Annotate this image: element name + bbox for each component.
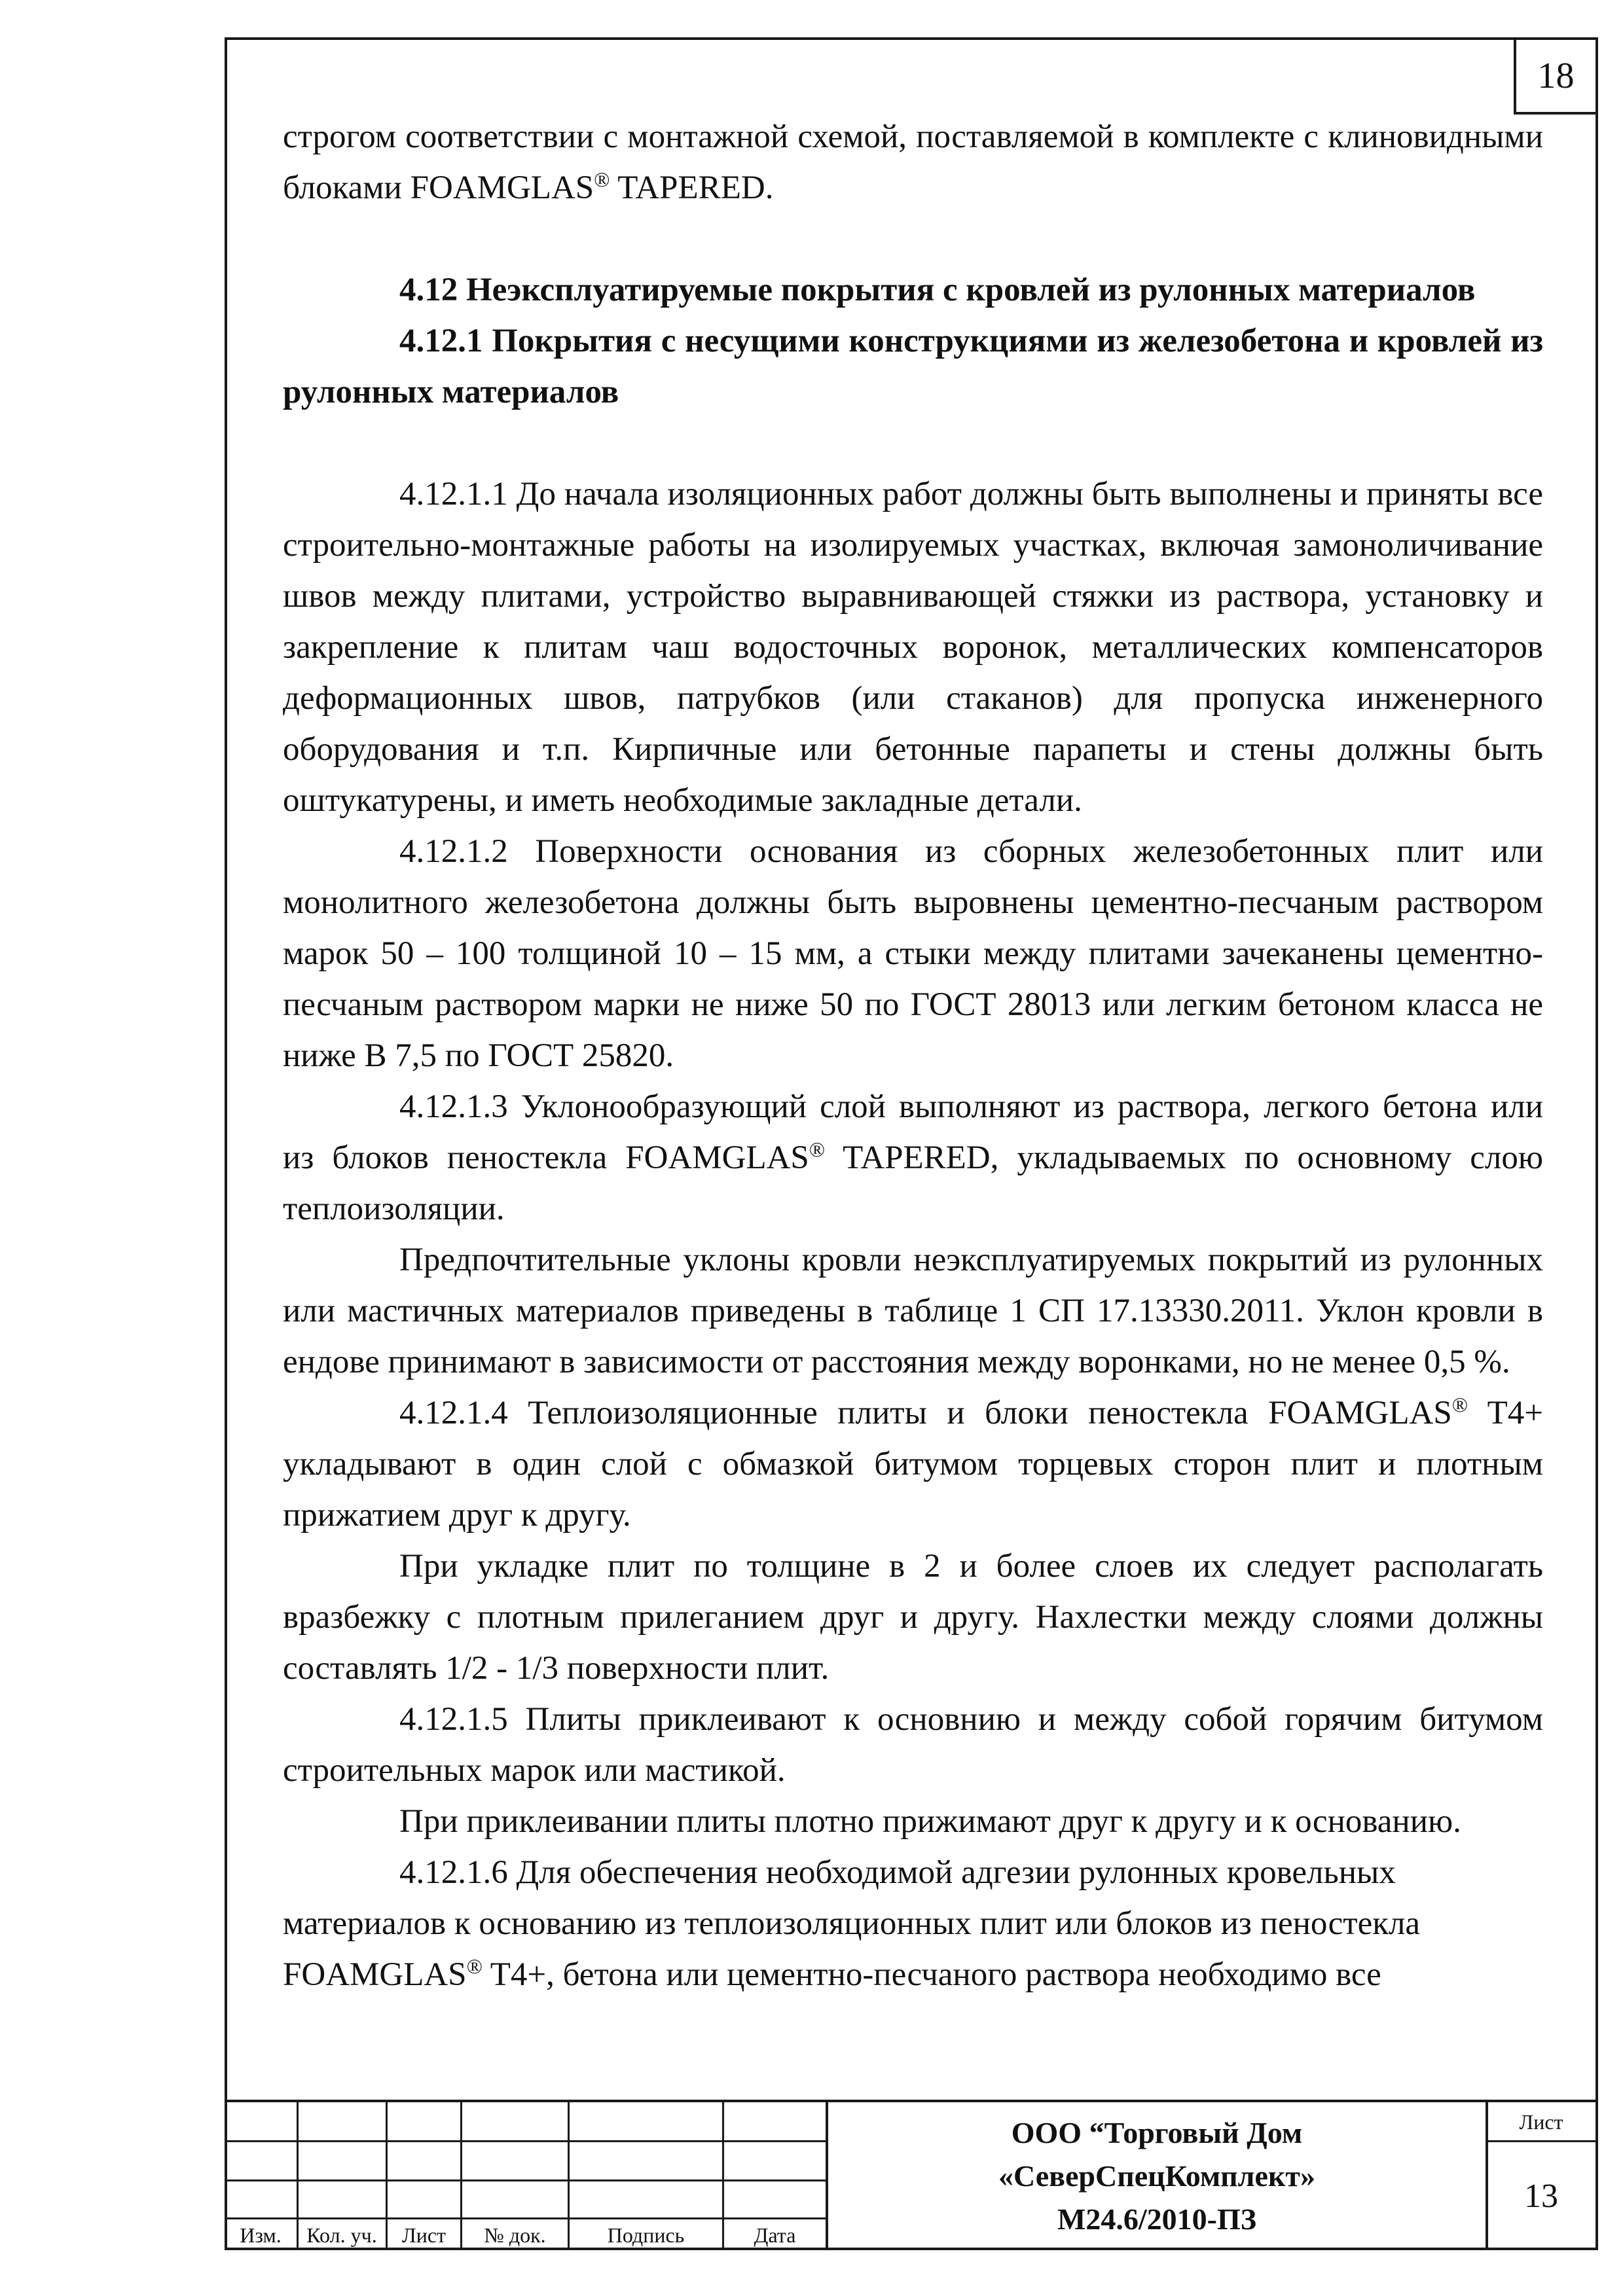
heading-4-12: 4.12 Неэксплуатируемые покрытия с кровлей из рулонных материалов [399,272,1476,308]
registered-mark: ® [594,168,610,191]
paragraph-press: При приклеивании плиты плотно прижимают друг к другу и к основанию. [399,1803,1461,1840]
registered-mark: ® [1451,1393,1468,1416]
stamp-col-dok: № док. [484,2223,546,2247]
paragraph-4-12-1-2: 4.12.1.2 Поверхности основания из сборных железобетонных плит или монолитного железобетона должны быть выровнены цементно-песчаным раствором марок 50 – 100 толщиной 10 – 15 мм, а стыки между плитами зачеканены цементно-песчаным раствором марки не ниже 50 по ГОСТ 28013 или легким бетоном класса не ниже В 7,5 по ГОСТ 25820. [283,833,1543,1074]
paragraph-slopes: Предпочтительные уклоны кровли неэксплуатируемых покрытий из рулонных или мастичных материалов приведены в таблице 1 СП 17.13330.2011. Уклон кровли в ендове принимают в зависимости от расстояния между воронками, но не менее 0,5 %. [283,1242,1543,1380]
sheet-label: Лист [1519,2109,1563,2134]
paragraph-4-12-1-1: 4.12.1.1 До начала изоляционных работ должны быть выполнены и приняты все строительно-монтажные работы на изолируемых участках, включая замоноличивание швов между плитами, устройство выравнивающей стяжки из раствора, установку и закрепление к плитам чаш водосточных воронок, металлических компенсаторов деформационных швов, патрубков (или стаканов) для пропуска инженерного оборудования и т.п. Кирпичные или бетонные парапеты и стены должны быть оштукатурены, и иметь необходимые закладные детали. [283,476,1543,819]
sheet-number: 13 [1524,2177,1558,2215]
org-name-line2: «СеверСпецКомплект» [998,2159,1316,2193]
registered-mark: ® [466,1954,483,1978]
document-code: М24.6/2010-ПЗ [1057,2202,1257,2236]
organization-block [827,2102,1487,2250]
registered-mark: ® [809,1138,826,1161]
paragraph-4-12-1-3: 4.12.1.3 Уклонообразующий слой выполняют из раствора, легкого бетона или из блоков пеностекла FOAMGLAS® TAPERED, укладываемых по основному слою теплоизоляции. [283,1088,1543,1227]
stamp-col-kol: Кол. уч. [306,2223,377,2247]
org-name-line1: ООО “Торговый Дом [1011,2116,1303,2149]
title-block [225,2100,1598,2250]
stamp-col-podpis: Подпись [607,2223,685,2247]
paragraph-continuation: строгом соответствии с монтажной схемой, поставляемой в комплекте с клиновидными блоками FOAMGLAS® TAPERED. [283,118,1543,206]
stamp-col-list: Лист [401,2223,446,2247]
page-number: 18 [1514,37,1598,115]
stamp-col-izm: Изм. [240,2223,282,2247]
paragraph-layers: При укладке плит по толщине в 2 и более слоев их следует располагать вразбежку с плотным прилеганием друг и другу. Нахлестки между слоями должны составлять 1/2 - 1/3 поверхности плит. [283,1548,1543,1687]
stamp-col-data: Дата [754,2223,796,2247]
document-body [283,111,1543,2000]
heading-4-12-1: 4.12.1 Покрытия с несущими конструкциями из железобетона и кровлей из рулонных материалов [283,323,1543,410]
paragraph-4-12-1-6: 4.12.1.6 Для обеспечения необходимой адгезии рулонных кровельных материалов к основанию из теплоизоляционных плит или блоков из пеностекла FOAMGLAS® T4+, бетона или цементно-песчаного раствора необходимо все [283,1854,1421,1993]
paragraph-4-12-1-5: 4.12.1.5 Плиты приклеивают к основнию и между собой горячим битумом строительных марок или мастикой. [283,1701,1543,1789]
paragraph-4-12-1-4: 4.12.1.4 Теплоизоляционные плиты и блоки пеностекла FOAMGLAS® T4+ укладывают в один слой с обмазкой битумом торцевых сторон плит и плотным прижатием друг к другу. [283,1393,1544,1534]
